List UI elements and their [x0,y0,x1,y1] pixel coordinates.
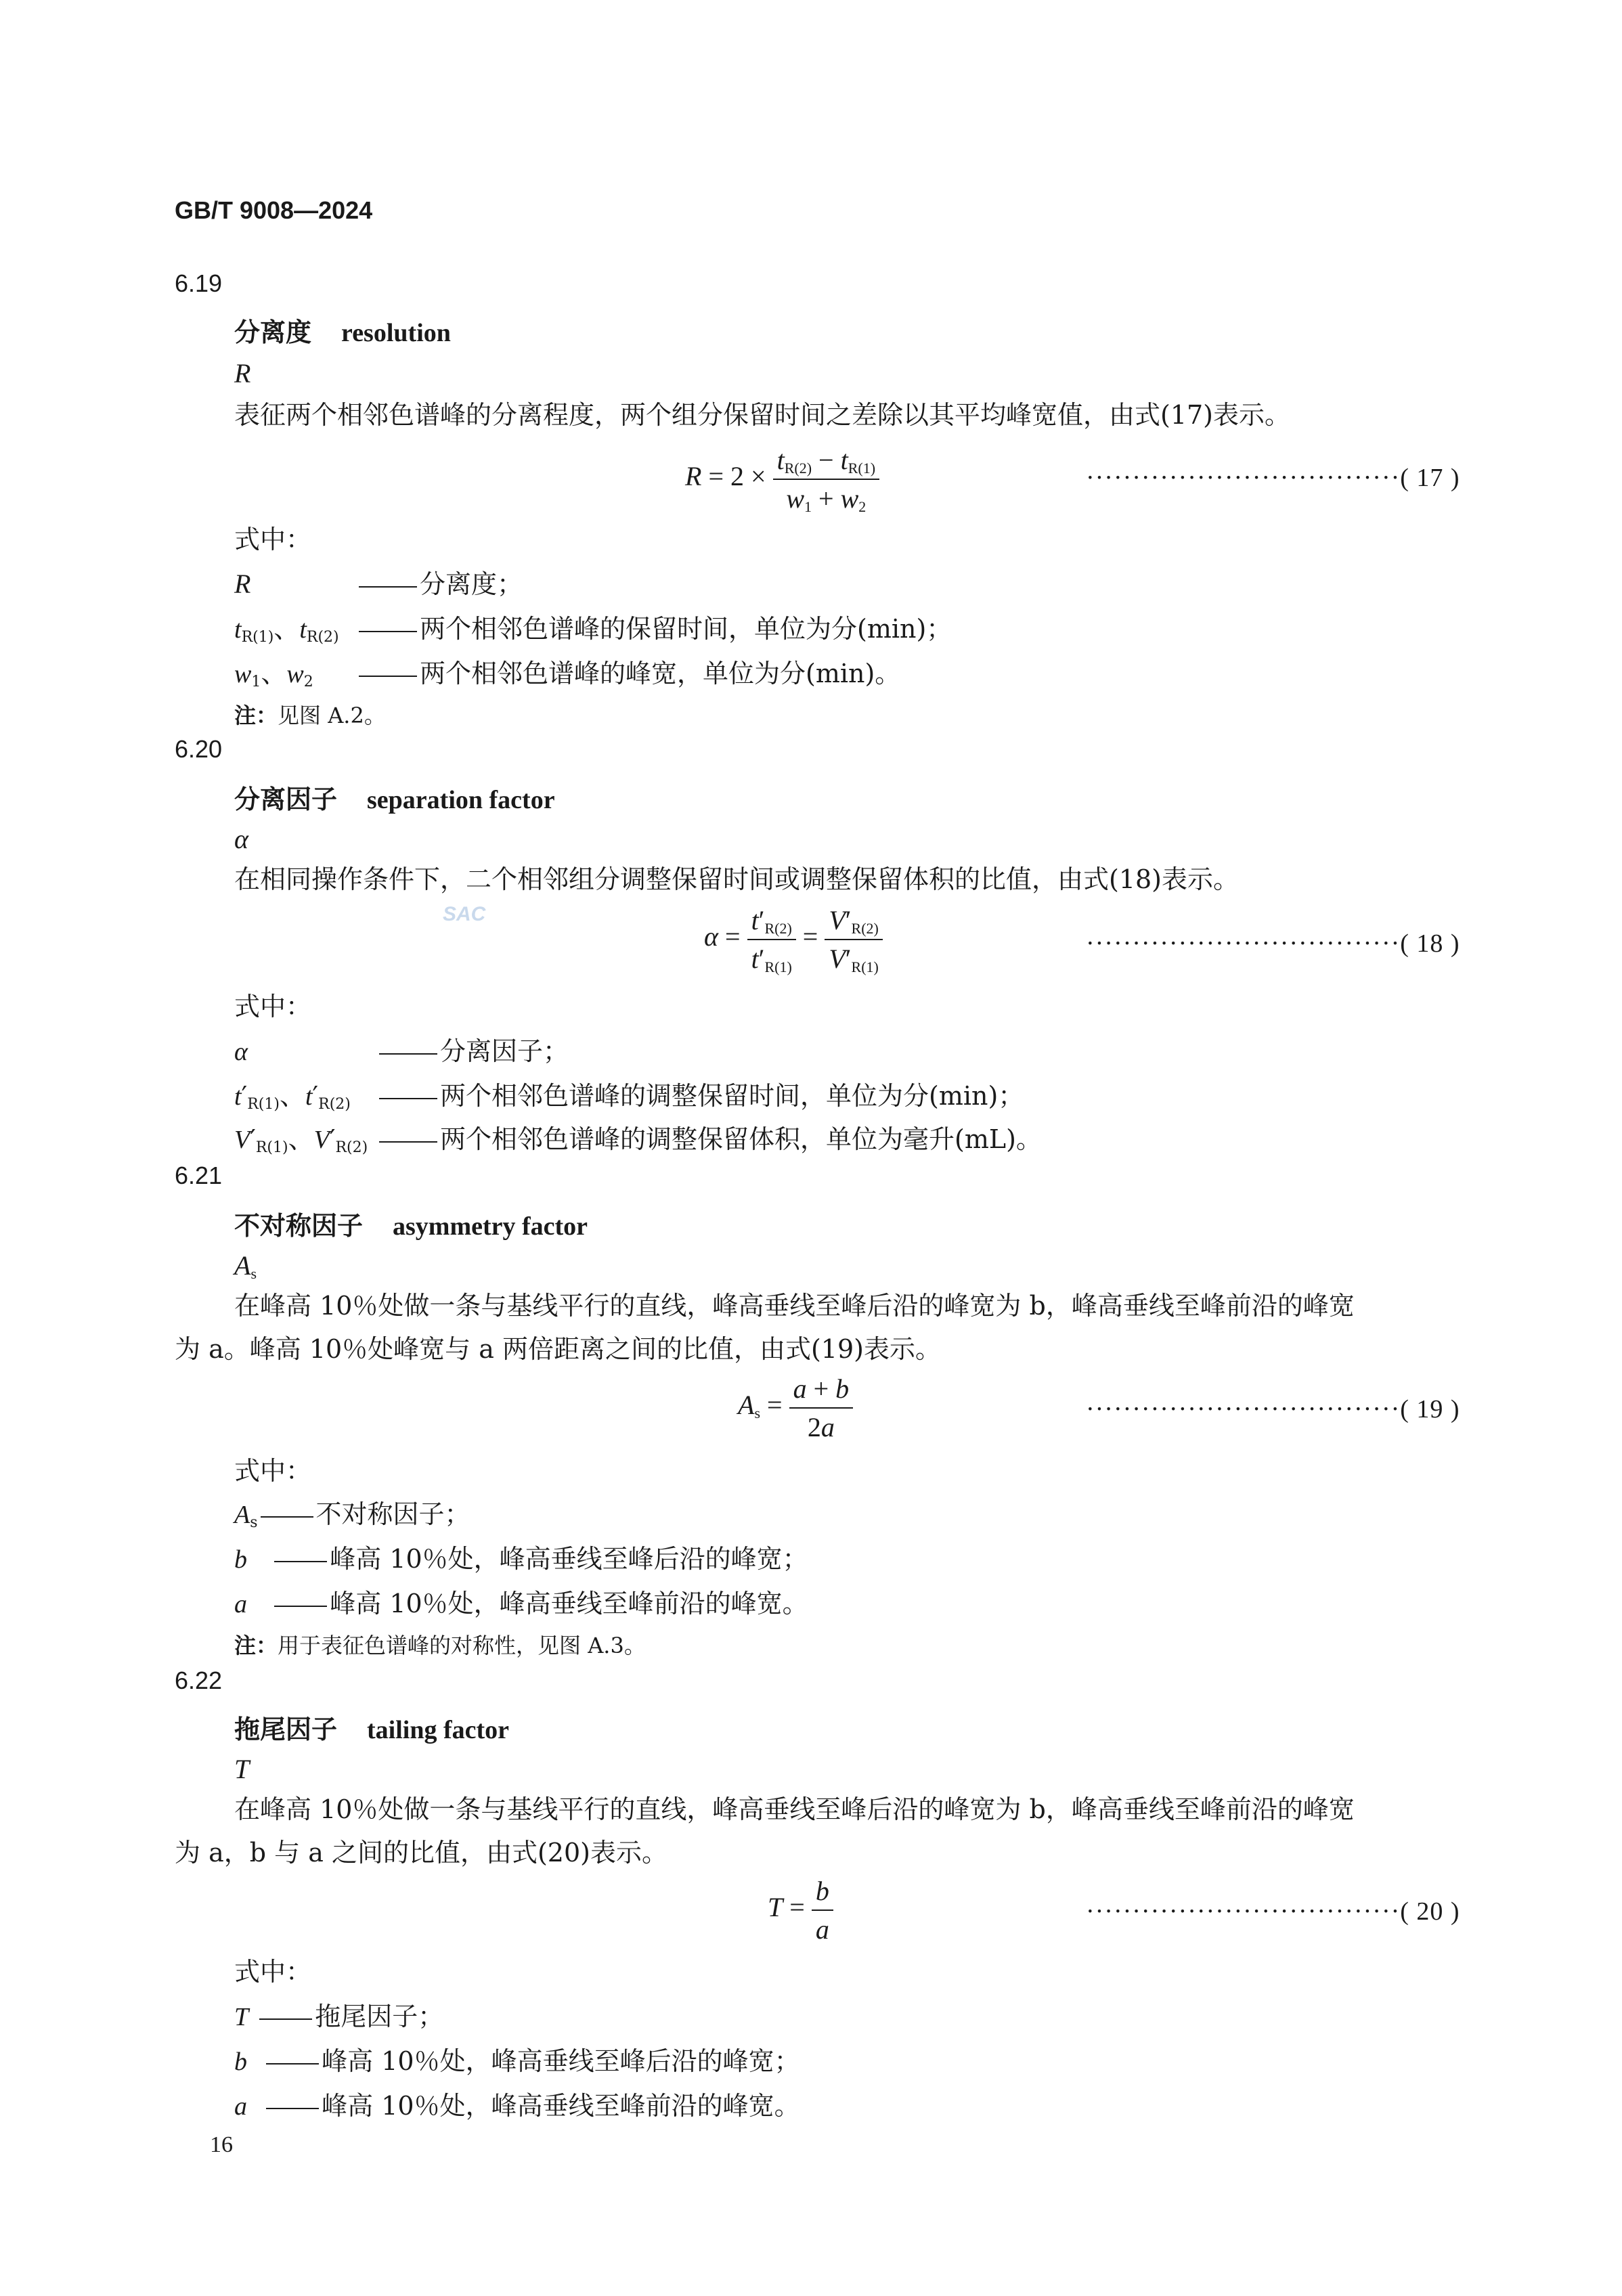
variable-row: a 峰高 10％处，峰高垂线至峰前沿的峰宽。 [234,2091,800,2121]
section-number: 6.21 [175,1162,223,1189]
where-label: 式中： [234,525,312,554]
variable-row-desc [376,1124,1042,1155]
term-zh: 不对称因子 [234,1211,364,1241]
leader-dots: ·································· [1086,929,1401,958]
equation-fraction: $\frac{a + b}{2a}$ [789,1373,854,1443]
variable-row: α [234,1038,248,1066]
variable-row: R [234,569,251,599]
variable-row: b 峰高 10％处，峰高垂线至峰后沿的峰宽； [234,2046,800,2076]
variable-desc: 两个相邻色谱峰的调整保留时间，单位为分(min)； [440,1081,1024,1111]
variable-desc: 两个相邻色谱峰的峰宽，单位为分(min)。 [420,659,901,688]
term-heading [234,1708,509,1746]
equation-number-label: ( 17 ) [1400,464,1460,492]
variable-desc: 拖尾因子； [315,2002,444,2031]
variable-row: $t_{R(1)}$、$t_{R(2)}$ [234,614,339,646]
section-number: 6.20 [175,735,223,763]
where-label: 式中： [234,1957,312,1987]
variable-desc: 两个相邻色谱峰的保留时间，单位为分(min)； [420,614,952,644]
variable-desc: 峰高 10％处，峰高垂线至峰后沿的峰宽； [322,2046,800,2076]
term-heading [234,1205,588,1242]
term-symbol: α [234,824,248,854]
variable-desc: 峰高 10％处，峰高垂线至峰前沿的峰宽。 [330,1589,808,1618]
term-en: tailing factor [367,1716,510,1744]
equation-number [1086,463,1460,493]
page-number: 16 [210,2132,233,2157]
equation-19: $A_s$ = $\frac{a + b}{2a}$ [738,1373,853,1443]
equation-number [1086,1394,1460,1424]
where-label: 式中： [234,1456,312,1486]
variable-desc: 分离度； [420,569,523,599]
definition-text: 为 a。峰高 10％处峰宽与 a 两倍距离之间的比值，由式(19)表示。 [175,1334,941,1364]
variable-row: T 拖尾因子； [234,2002,444,2031]
equation-number [1086,929,1460,958]
term-zh: 分离因子 [234,785,338,814]
note-text: 见图 A.2。 [278,703,386,728]
note-label: 注： [234,1633,278,1658]
term-en: resolution [341,319,451,347]
variable-row-desc [356,569,523,600]
document-id: GB/T 9008—2024 [175,196,373,224]
sac-watermark-logo: SAC [443,903,486,925]
variable-desc: 两个相邻色谱峰的调整保留体积，单位为毫升(mL)。 [440,1124,1042,1154]
term-symbol: T [234,1754,250,1784]
variable-row-desc [376,1036,569,1067]
section-number: 6.22 [175,1666,223,1694]
equation-number-label: ( 20 ) [1400,1897,1460,1926]
leader-dots: ·································· [1086,464,1401,492]
variable-desc: 不对称因子； [315,1499,470,1529]
variable-row: a 峰高 10％处，峰高垂线至峰前沿的峰宽。 [234,1589,808,1618]
note [234,699,386,730]
equation-fraction: $\frac{b}{a}$ [812,1875,833,1945]
definition-text: 在峰高 10％处做一条与基线平行的直线，峰高垂线至峰后沿的峰宽为 b，峰高垂线至峰前沿的峰宽 [234,1291,1355,1321]
equation-fraction: $\frac{V'_{R(2)}}{V'_{R(1)}}$ [825,904,883,975]
note [234,1629,646,1660]
equation-20: T = $\frac{b}{a}$ [768,1875,833,1945]
variable-row-desc [356,658,900,689]
leader-dots: ·································· [1086,1395,1401,1423]
where-label: 式中： [234,992,312,1021]
term-symbol: $A_s$ [234,1250,257,1282]
variable-desc: 分离因子； [440,1036,569,1066]
term-en: asymmetry factor [393,1212,588,1241]
leader-dots: ·································· [1086,1897,1401,1926]
variable-row: $A_s$ 不对称因子； [234,1499,470,1531]
section-number: 6.19 [175,269,223,297]
term-zh: 分离度 [234,317,312,347]
variable-row: $t'_{R(1)}$、$t'_{R(2)}$ [234,1081,351,1113]
definition-text: 表征两个相邻色谱峰的分离程度，两个组分保留时间之差除以其平均峰宽值，由式(17)表示。 [234,400,1291,430]
variable-row: b 峰高 10％处，峰高垂线至峰后沿的峰宽； [234,1544,808,1574]
term-heading [234,311,451,349]
note-label: 注： [234,703,278,728]
term-en: separation factor [367,786,555,814]
note-text: 用于表征色谱峰的对称性，见图 A.3。 [278,1633,646,1658]
variable-row: $V'_{R(1)}$、$V'_{R(2)}$ [234,1124,368,1156]
equation-17: R = 2 × $\frac{t_{R(2)} - t_{R(1)}}{w_1 + w_2}$ [685,444,879,514]
equation-number [1086,1897,1460,1926]
term-zh: 拖尾因子 [234,1715,338,1744]
equation-number-label: ( 18 ) [1400,929,1460,958]
equation-fraction: $\frac{t_{R(2)} - t_{R(1)}}{w_1 + w_2}$ [773,444,879,514]
definition-text: 为 a，b 与 a 之间的比值，由式(20)表示。 [175,1838,667,1868]
variable-desc: 峰高 10％处，峰高垂线至峰前沿的峰宽。 [322,2091,800,2121]
equation-fraction: $\frac{t'_{R(2)}}{t'_{R(1)}}$ [747,904,796,975]
definition-text: 在相同操作条件下，二个相邻组分调整保留时间或调整保留体积的比值，由式(18)表示。 [234,864,1240,894]
term-symbol: R [234,358,251,389]
variable-desc: 峰高 10％处，峰高垂线至峰后沿的峰宽； [330,1544,808,1574]
equation-number-label: ( 19 ) [1400,1395,1460,1423]
definition-text: 在峰高 10％处做一条与基线平行的直线，峰高垂线至峰后沿的峰宽为 b，峰高垂线至峰前沿的峰宽 [234,1794,1355,1824]
variable-row-desc [356,613,952,644]
variable-row: $w_1$、$w_2$ [234,659,313,690]
term-heading [234,778,555,816]
variable-row-desc [376,1080,1024,1111]
equation-18: α = $\frac{t'_{R(2)}}{t'_{R(1)}}$ = $\frac{V'_{R(2)}}{V'_{R(1)}}$ [704,904,883,975]
